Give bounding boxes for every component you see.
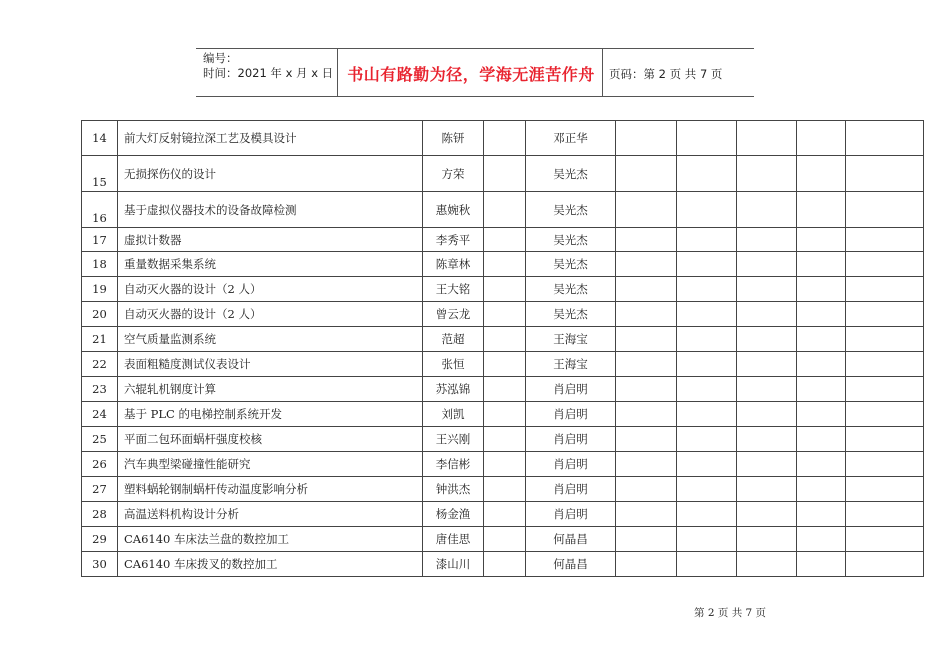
empty-cell xyxy=(677,121,737,156)
empty-cell xyxy=(616,502,677,527)
empty-cell xyxy=(737,352,797,377)
row-number: 20 xyxy=(82,302,118,327)
document-date: 时间：2021 年 x 月 x 日 xyxy=(203,66,334,80)
advisor-name: 吴光杰 xyxy=(526,228,616,252)
empty-cell xyxy=(846,192,924,228)
advisor-name: 王海宝 xyxy=(526,352,616,377)
topic-title: 基于虚拟仪器技术的设备故障检测 xyxy=(118,192,423,228)
table-row xyxy=(82,552,924,577)
empty-cell xyxy=(846,377,924,402)
empty-cell xyxy=(846,327,924,352)
advisor-name: 王海宝 xyxy=(526,327,616,352)
topic-title: 虚拟计数器 xyxy=(118,228,423,252)
empty-cell xyxy=(484,402,526,427)
empty-cell xyxy=(677,502,737,527)
row-number: 19 xyxy=(82,277,118,302)
student-name: 李信彬 xyxy=(423,452,484,477)
empty-cell xyxy=(616,402,677,427)
table-row xyxy=(82,228,924,252)
table-row xyxy=(82,377,924,402)
topic-title: 自动灭火器的设计（2 人） xyxy=(118,302,423,327)
table-row xyxy=(82,121,924,156)
empty-cell xyxy=(616,377,677,402)
topic-title: 高温送料机构设计分析 xyxy=(118,502,423,527)
empty-cell xyxy=(677,156,737,192)
empty-cell xyxy=(737,377,797,402)
row-number: 29 xyxy=(82,527,118,552)
header-divider-left xyxy=(337,48,338,96)
empty-cell xyxy=(846,502,924,527)
student-name: 范超 xyxy=(423,327,484,352)
header-motto: 书山有路勤为径，学海无涯苦作舟 xyxy=(347,65,595,84)
empty-cell xyxy=(677,552,737,577)
empty-cell xyxy=(737,502,797,527)
empty-cell xyxy=(737,552,797,577)
empty-cell xyxy=(797,228,846,252)
empty-cell xyxy=(677,527,737,552)
row-number: 25 xyxy=(82,427,118,452)
empty-cell xyxy=(737,302,797,327)
empty-cell xyxy=(677,192,737,228)
advisor-name: 肖启明 xyxy=(526,377,616,402)
empty-cell xyxy=(797,327,846,352)
empty-cell xyxy=(616,327,677,352)
empty-cell xyxy=(616,552,677,577)
empty-cell xyxy=(677,228,737,252)
topic-title: 无损探伤仪的设计 xyxy=(118,156,423,192)
student-name: 张恒 xyxy=(423,352,484,377)
table-row xyxy=(82,427,924,452)
advisor-name: 何晶昌 xyxy=(526,527,616,552)
empty-cell xyxy=(846,427,924,452)
advisor-name: 何晶昌 xyxy=(526,552,616,577)
empty-cell xyxy=(797,156,846,192)
empty-cell xyxy=(484,327,526,352)
header-divider-right xyxy=(602,48,603,96)
empty-cell xyxy=(677,402,737,427)
empty-cell xyxy=(797,377,846,402)
table-row xyxy=(82,302,924,327)
empty-cell xyxy=(616,228,677,252)
empty-cell xyxy=(737,192,797,228)
empty-cell xyxy=(616,427,677,452)
empty-cell xyxy=(797,277,846,302)
student-name: 唐佳思 xyxy=(423,527,484,552)
student-name: 陈钘 xyxy=(423,121,484,156)
table-row xyxy=(82,352,924,377)
row-number: 18 xyxy=(82,252,118,277)
topic-title: 汽车典型梁碰撞性能研究 xyxy=(118,452,423,477)
empty-cell xyxy=(484,252,526,277)
row-number: 22 xyxy=(82,352,118,377)
empty-cell xyxy=(677,252,737,277)
empty-cell xyxy=(797,302,846,327)
empty-cell xyxy=(797,552,846,577)
empty-cell xyxy=(616,477,677,502)
empty-cell xyxy=(797,502,846,527)
empty-cell xyxy=(797,427,846,452)
table-row xyxy=(82,527,924,552)
empty-cell xyxy=(797,527,846,552)
advisor-name: 肖启明 xyxy=(526,477,616,502)
header-meta xyxy=(203,51,333,81)
table-row xyxy=(82,277,924,302)
table-row xyxy=(82,156,924,192)
empty-cell xyxy=(677,452,737,477)
empty-cell xyxy=(846,477,924,502)
document-number-label: 编号： xyxy=(203,51,238,65)
student-name: 漆山川 xyxy=(423,552,484,577)
empty-cell xyxy=(797,192,846,228)
advisor-name: 肖启明 xyxy=(526,452,616,477)
empty-cell xyxy=(737,452,797,477)
empty-cell xyxy=(797,477,846,502)
topic-table-body xyxy=(82,121,924,577)
empty-cell xyxy=(846,156,924,192)
empty-cell xyxy=(737,327,797,352)
advisor-name: 肖启明 xyxy=(526,502,616,527)
topic-title: 表面粗糙度测试仪表设计 xyxy=(118,352,423,377)
empty-cell xyxy=(616,352,677,377)
empty-cell xyxy=(797,352,846,377)
student-name: 王大铭 xyxy=(423,277,484,302)
empty-cell xyxy=(616,302,677,327)
student-name: 曾云龙 xyxy=(423,302,484,327)
empty-cell xyxy=(846,121,924,156)
student-name: 方荣 xyxy=(423,156,484,192)
topic-title: 六辊轧机钢度计算 xyxy=(118,377,423,402)
empty-cell xyxy=(846,452,924,477)
empty-cell xyxy=(737,121,797,156)
empty-cell xyxy=(484,552,526,577)
empty-cell xyxy=(677,427,737,452)
empty-cell xyxy=(484,192,526,228)
empty-cell xyxy=(616,192,677,228)
empty-cell xyxy=(797,402,846,427)
empty-cell xyxy=(737,477,797,502)
advisor-name: 吴光杰 xyxy=(526,302,616,327)
empty-cell xyxy=(846,228,924,252)
empty-cell xyxy=(484,452,526,477)
empty-cell xyxy=(616,527,677,552)
student-name: 钟洪杰 xyxy=(423,477,484,502)
empty-cell xyxy=(797,252,846,277)
empty-cell xyxy=(846,527,924,552)
advisor-name: 吴光杰 xyxy=(526,252,616,277)
advisor-name: 吴光杰 xyxy=(526,277,616,302)
empty-cell xyxy=(677,352,737,377)
advisor-name: 吴光杰 xyxy=(526,156,616,192)
empty-cell xyxy=(484,228,526,252)
advisor-name: 肖启明 xyxy=(526,402,616,427)
empty-cell xyxy=(677,327,737,352)
empty-cell xyxy=(484,377,526,402)
topic-title: 基于 PLC 的电梯控制系统开发 xyxy=(118,402,423,427)
empty-cell xyxy=(616,252,677,277)
header-bottom-rule xyxy=(196,96,754,97)
table-row xyxy=(82,327,924,352)
student-name: 王兴刚 xyxy=(423,427,484,452)
empty-cell xyxy=(484,477,526,502)
student-name: 李秀平 xyxy=(423,228,484,252)
table-row xyxy=(82,452,924,477)
empty-cell xyxy=(616,156,677,192)
empty-cell xyxy=(846,552,924,577)
header-page-number: 页码：第 2 页 共 7 页 xyxy=(609,67,723,81)
row-number: 27 xyxy=(82,477,118,502)
empty-cell xyxy=(484,302,526,327)
empty-cell xyxy=(484,277,526,302)
empty-cell xyxy=(737,252,797,277)
empty-cell xyxy=(484,352,526,377)
empty-cell xyxy=(846,302,924,327)
empty-cell xyxy=(797,452,846,477)
empty-cell xyxy=(677,377,737,402)
table-row xyxy=(82,402,924,427)
student-name: 刘凯 xyxy=(423,402,484,427)
empty-cell xyxy=(616,277,677,302)
row-number: 15 xyxy=(82,156,118,192)
row-number: 17 xyxy=(82,228,118,252)
footer-page-number: 第 2 页 共 7 页 xyxy=(694,607,767,619)
row-number: 16 xyxy=(82,192,118,228)
topic-title: 平面二包环面蜗杆强度校核 xyxy=(118,427,423,452)
student-name: 苏泓锦 xyxy=(423,377,484,402)
table-row xyxy=(82,502,924,527)
row-number: 23 xyxy=(82,377,118,402)
empty-cell xyxy=(737,156,797,192)
topic-title: 空气质量监测系统 xyxy=(118,327,423,352)
empty-cell xyxy=(846,252,924,277)
empty-cell xyxy=(737,427,797,452)
advisor-name: 吴光杰 xyxy=(526,192,616,228)
topic-title: CA6140 车床法兰盘的数控加工 xyxy=(118,527,423,552)
empty-cell xyxy=(677,277,737,302)
student-name: 陈章林 xyxy=(423,252,484,277)
row-number: 26 xyxy=(82,452,118,477)
empty-cell xyxy=(484,427,526,452)
topic-title: 自动灭火器的设计（2 人） xyxy=(118,277,423,302)
row-number: 21 xyxy=(82,327,118,352)
empty-cell xyxy=(846,277,924,302)
advisor-name: 肖启明 xyxy=(526,427,616,452)
empty-cell xyxy=(616,121,677,156)
empty-cell xyxy=(737,277,797,302)
topic-title: 重量数据采集系统 xyxy=(118,252,423,277)
empty-cell xyxy=(616,452,677,477)
row-number: 14 xyxy=(82,121,118,156)
topic-table xyxy=(81,120,924,577)
empty-cell xyxy=(484,502,526,527)
empty-cell xyxy=(484,121,526,156)
empty-cell xyxy=(484,527,526,552)
empty-cell xyxy=(846,402,924,427)
empty-cell xyxy=(677,477,737,502)
header-top-rule xyxy=(196,48,754,49)
student-name: 杨金渔 xyxy=(423,502,484,527)
topic-title: 前大灯反射镜拉深工艺及模具设计 xyxy=(118,121,423,156)
empty-cell xyxy=(737,527,797,552)
empty-cell xyxy=(677,302,737,327)
empty-cell xyxy=(737,402,797,427)
table-row xyxy=(82,192,924,228)
empty-cell xyxy=(846,352,924,377)
table-row xyxy=(82,252,924,277)
topic-title: 塑料蜗轮钢制蜗杆传动温度影响分析 xyxy=(118,477,423,502)
row-number: 24 xyxy=(82,402,118,427)
row-number: 28 xyxy=(82,502,118,527)
empty-cell xyxy=(797,121,846,156)
table-row xyxy=(82,477,924,502)
empty-cell xyxy=(737,228,797,252)
student-name: 惠婉秋 xyxy=(423,192,484,228)
advisor-name: 邓正华 xyxy=(526,121,616,156)
empty-cell xyxy=(484,156,526,192)
row-number: 30 xyxy=(82,552,118,577)
topic-title: CA6140 车床拨叉的数控加工 xyxy=(118,552,423,577)
